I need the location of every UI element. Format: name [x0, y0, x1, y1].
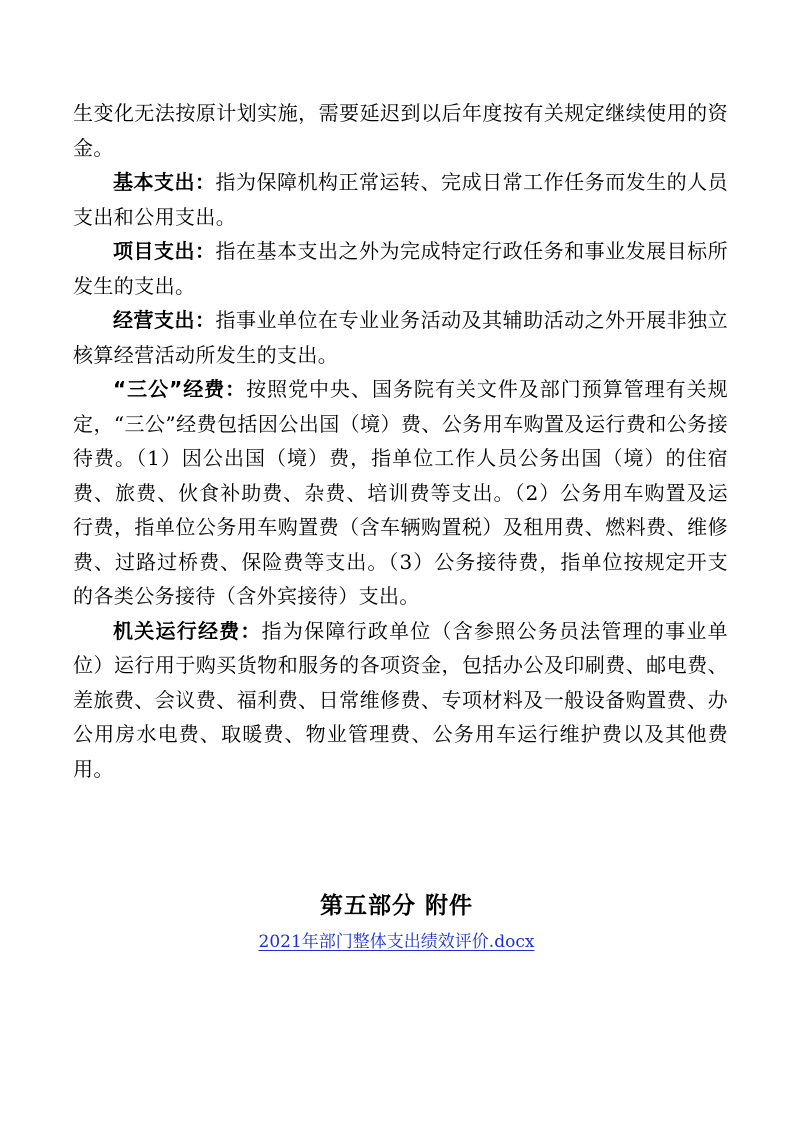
section-heading: 第五部分 附件 — [319, 893, 473, 919]
paragraph-operating-expenditure — [73, 303, 728, 372]
paragraph-text: 按照党中央、国务院有关文件及部门预算管理有关规定，“三公”经费包括因公出国（境）费、公务用车购置及运行费和公务接待费。（1）因公出国（境）费，指单位工作人员公务出国（境）的住宿费、旅费、伙食补助费、杂费、培训费等支出。（2）公务用车购置及运行费，指单位公务用车购置费（含车辆购置税）及租用费、燃料费、维修费、过路过桥费、保险费等支出。（3）公务接待费，指单位按规定开支的各类公务接待（含外宾接待）支出。 — [73, 377, 728, 608]
attachment-link-container — [0, 927, 793, 952]
term-label: “三公”经费： — [113, 377, 247, 401]
term-label: 机关运行经费： — [113, 618, 262, 643]
attachment-link[interactable]: 2021年部门整体支出绩效评价.docx — [258, 932, 535, 952]
paragraph-text: 指为保障行政单位（含参照公务员法管理的事业单位）运行用于购买货物和服务的各项资金，包括办公及印刷费、邮电费、差旅费、会议费、福利费、日常维修费、专项材料及一般设备购置费、办公用房水电费、取暖费、物业管理费、公务用车运行维护费以及其他费用。 — [73, 618, 728, 781]
paragraph-text: 生变化无法按原计划实施，需要延迟到以后年度按有关规定继续使用的资金。 — [73, 101, 728, 160]
paragraph-basic-expenditure — [73, 165, 728, 234]
term-label: 经营支出： — [113, 308, 216, 332]
paragraph-text: 指为保障机构正常运转、完成日常工作任务而发生的人员支出和公用支出。 — [73, 170, 729, 229]
paragraph-carryover — [73, 96, 728, 165]
paragraph-three-public-funds — [73, 372, 728, 614]
paragraph-text: 指在基本支出之外为完成特定行政任务和事业发展目标所发生的支出。 — [73, 239, 729, 298]
document-body — [73, 96, 728, 786]
term-label: 项目支出： — [113, 239, 216, 263]
paragraph-agency-operating-funds — [73, 614, 728, 787]
term-label: 基本支出： — [113, 170, 216, 194]
paragraph-project-expenditure — [73, 234, 728, 303]
paragraph-text: 指事业单位在专业业务活动及其辅助活动之外开展非独立核算经营活动所发生的支出。 — [73, 308, 729, 367]
